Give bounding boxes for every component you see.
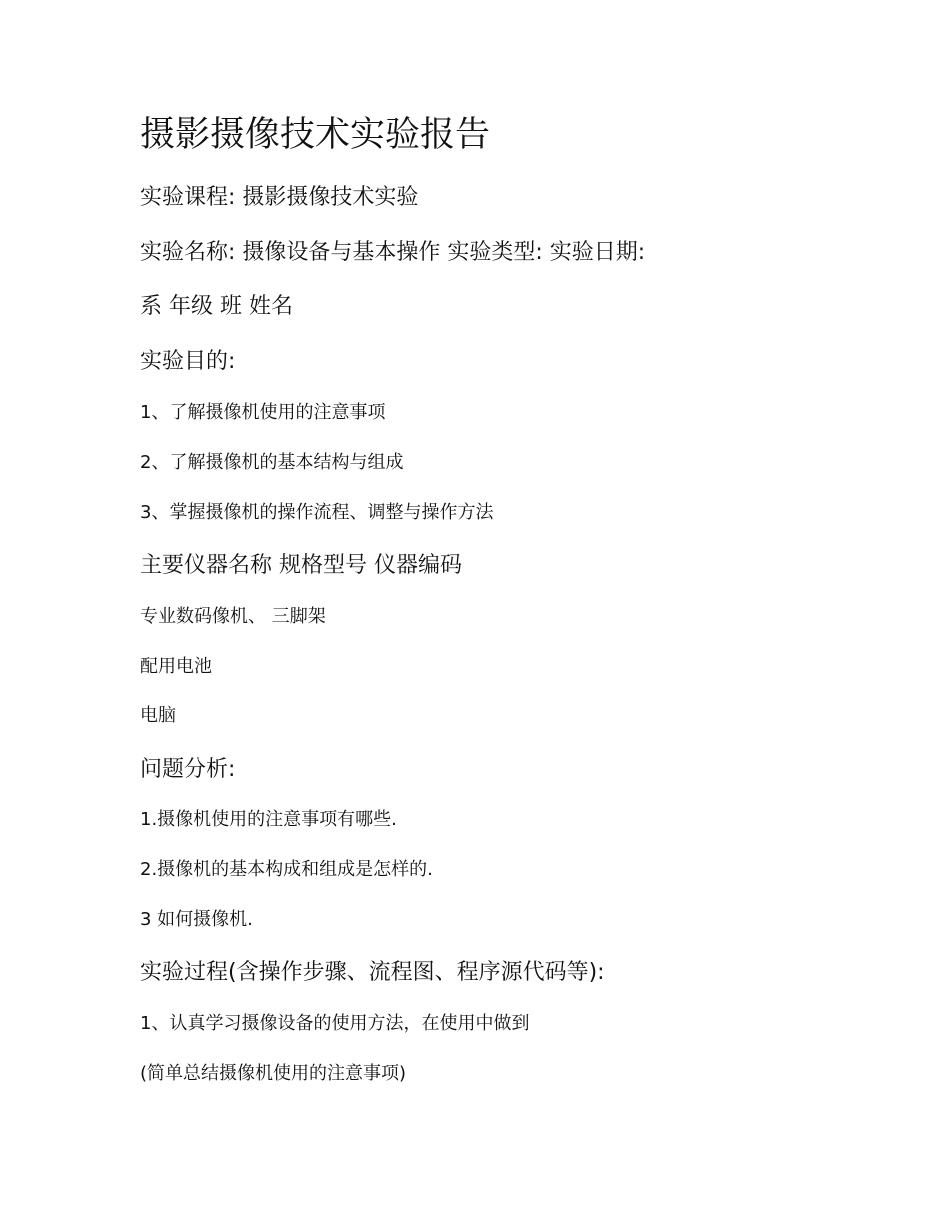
purpose-item: 1、了解摄像机使用的注意事项 — [140, 402, 386, 423]
instrument-item: 配用电池 — [140, 656, 212, 677]
instrument-item: 专业数码像机、 三脚架 — [140, 606, 326, 627]
process-heading: 实验过程(含操作步骤、流程图、程序源代码等): — [140, 960, 605, 985]
experiment-name-line: 实验名称: 摄像设备与基本操作 实验类型: 实验日期: — [140, 240, 646, 265]
analysis-item: 3 如何摄像机. — [140, 909, 253, 930]
instruments-heading: 主要仪器名称 规格型号 仪器编码 — [140, 553, 462, 578]
course-line: 实验课程: 摄影摄像技术实验 — [140, 185, 419, 210]
class-info-line: 系 年级 班 姓名 — [140, 294, 293, 319]
analysis-item: 1.摄像机使用的注意事项有哪些. — [140, 809, 397, 830]
analysis-heading: 问题分析: — [140, 757, 236, 782]
purpose-heading: 实验目的: — [140, 349, 236, 374]
purpose-item: 2、了解摄像机的基本结构与组成 — [140, 452, 404, 473]
document-title: 摄影摄像技术实验报告 — [140, 115, 491, 155]
process-item: (简单总结摄像机使用的注意事项) — [140, 1063, 407, 1084]
instrument-item: 电脑 — [140, 705, 176, 726]
analysis-item: 2.摄像机的基本构成和组成是怎样的. — [140, 859, 433, 880]
process-item: 1、认真学习摄像设备的使用方法，在使用中做到 — [140, 1013, 530, 1034]
purpose-item: 3、掌握摄像机的操作流程、调整与操作方法 — [140, 502, 494, 523]
